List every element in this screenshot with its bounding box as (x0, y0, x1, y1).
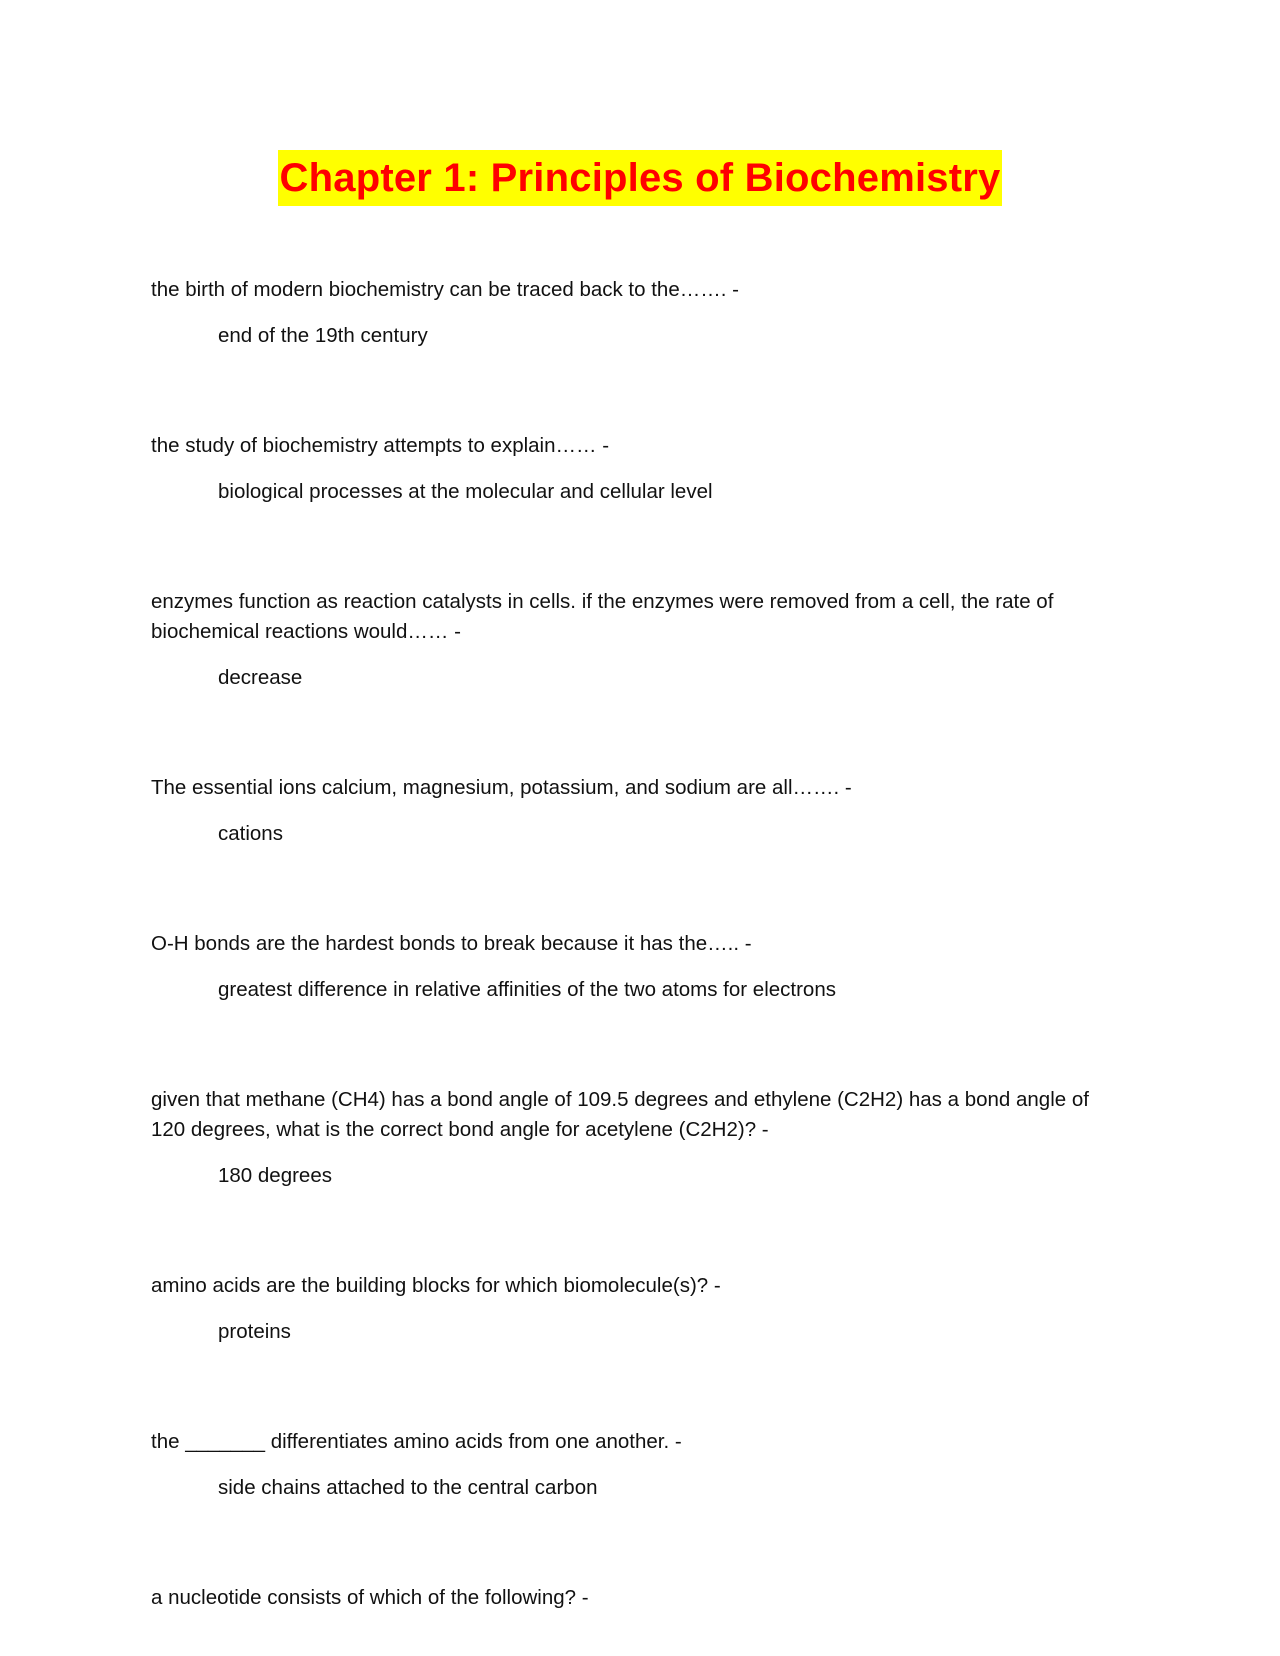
question-text: the study of biochemistry attempts to explain…… - (151, 434, 610, 457)
answer-text: end of the 19th century (218, 324, 428, 347)
qa-item (151, 773, 1111, 849)
qa-item (151, 1271, 1111, 1347)
question-text: amino acids are the building blocks for which biomolecule(s)? - (151, 1274, 721, 1297)
question-answer-list (151, 275, 1111, 1613)
qa-item (151, 1583, 1111, 1613)
answer-text: greatest difference in relative affinities of the two atoms for electrons (218, 978, 836, 1001)
answer-text: proteins (218, 1320, 291, 1343)
answer-text: decrease (218, 666, 303, 689)
answer-text: side chains attached to the central carbon (218, 1476, 598, 1499)
qa-item (151, 275, 1111, 351)
question-text: the birth of modern biochemistry can be traced back to the……. - (151, 278, 739, 301)
page-title: Chapter 1: Principles of Biochemistry (278, 150, 1003, 206)
qa-item (151, 1427, 1111, 1503)
question-text: given that methane (CH4) has a bond angle of 109.5 degrees and ethylene (C2H2) has a bond angle of 120 degrees, what is the correct bond angle for acetylene (C2H2)? - (151, 1088, 1089, 1141)
question-text: O-H bonds are the hardest bonds to break because it has the….. - (151, 932, 752, 955)
answer-text: 180 degrees (218, 1164, 332, 1187)
qa-item (151, 1085, 1111, 1191)
question-text: the _______ differentiates amino acids from one another. - (151, 1430, 682, 1453)
question-text: enzymes function as reaction catalysts in cells. if the enzymes were removed from a cell, the rate of biochemical reactions would…… - (151, 590, 1054, 643)
qa-item (151, 431, 1111, 507)
question-text: a nucleotide consists of which of the following? - (151, 1586, 589, 1609)
question-text: The essential ions calcium, magnesium, potassium, and sodium are all……. - (151, 776, 852, 799)
title-container (0, 150, 1280, 206)
qa-item (151, 587, 1111, 693)
answer-text: biological processes at the molecular and cellular level (218, 480, 713, 503)
qa-item (151, 929, 1111, 1005)
answer-text: cations (218, 822, 283, 845)
